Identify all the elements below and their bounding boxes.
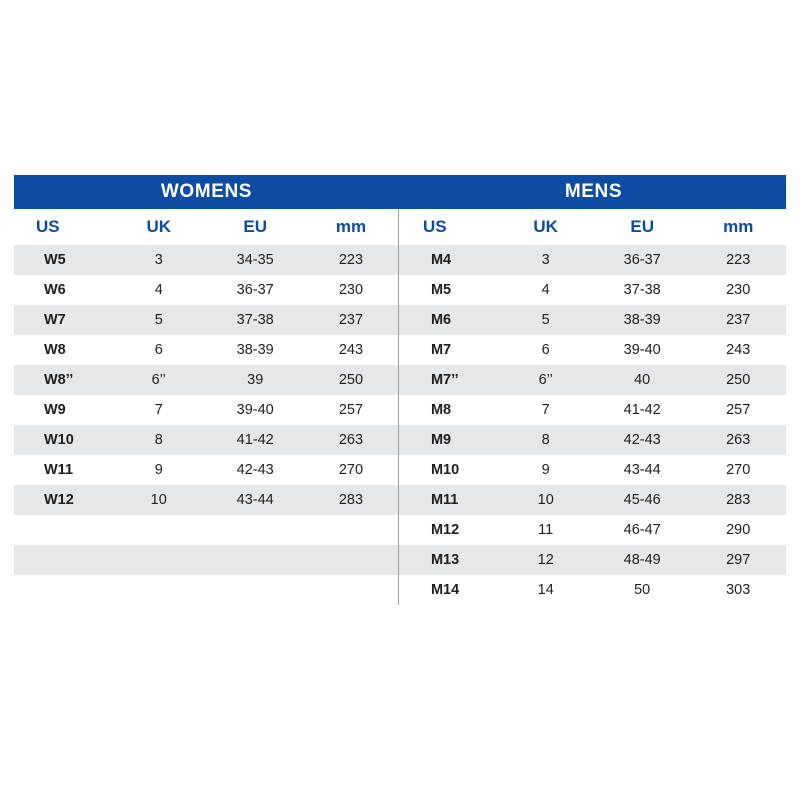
table-cell: 237 (303, 305, 399, 335)
table-row (14, 485, 786, 515)
table-cell (303, 575, 399, 605)
table-cell: 5 (110, 305, 206, 335)
table-cell: 6’’ (497, 365, 593, 395)
size-conversion-table (14, 175, 786, 605)
size-chart (14, 175, 786, 605)
column-header-us: US (14, 209, 110, 245)
table-cell: 4 (110, 275, 206, 305)
table-cell: 10 (497, 485, 593, 515)
table-cell: 257 (690, 395, 786, 425)
table-cell: 303 (690, 575, 786, 605)
table-cell: M4 (401, 245, 497, 275)
table-cell (303, 515, 399, 545)
table-cell: 43-44 (207, 485, 303, 515)
table-cell: M8 (401, 395, 497, 425)
table-cell (14, 545, 110, 575)
table-cell: 4 (497, 275, 593, 305)
table-cell: W8 (14, 335, 110, 365)
table-cell: 39-40 (207, 395, 303, 425)
table-row (14, 335, 786, 365)
table-cell: 42-43 (207, 455, 303, 485)
table-cell: 270 (303, 455, 399, 485)
table-cell: 34-35 (207, 245, 303, 275)
table-cell: 8 (497, 425, 593, 455)
table-cell: 243 (690, 335, 786, 365)
table-cell: 6 (110, 335, 206, 365)
table-row (14, 455, 786, 485)
table-cell: 10 (110, 485, 206, 515)
table-cell: 297 (690, 545, 786, 575)
table-cell (207, 575, 303, 605)
table-cell: W12 (14, 485, 110, 515)
table-row (14, 245, 786, 275)
table-cell (207, 545, 303, 575)
table-cell: 290 (690, 515, 786, 545)
section-title-row (14, 175, 786, 209)
table-cell: 39-40 (594, 335, 690, 365)
table-cell: 39 (207, 365, 303, 395)
column-header-uk: UK (497, 209, 593, 245)
table-cell (110, 575, 206, 605)
table-cell (303, 545, 399, 575)
table-cell: 45-46 (594, 485, 690, 515)
table-cell (207, 515, 303, 545)
table-cell: M13 (401, 545, 497, 575)
table-cell: M10 (401, 455, 497, 485)
table-cell: M11 (401, 485, 497, 515)
table-cell: 14 (497, 575, 593, 605)
table-cell: M7’’ (401, 365, 497, 395)
table-cell: W5 (14, 245, 110, 275)
table-cell: W6 (14, 275, 110, 305)
table-cell: 283 (690, 485, 786, 515)
table-cell: W7 (14, 305, 110, 335)
table-cell: 270 (690, 455, 786, 485)
table-cell: M12 (401, 515, 497, 545)
table-row (14, 515, 786, 545)
table-row (14, 395, 786, 425)
table-cell: 283 (303, 485, 399, 515)
table-row (14, 575, 786, 605)
table-cell: 46-47 (594, 515, 690, 545)
table-cell: W10 (14, 425, 110, 455)
table-cell: W8’’ (14, 365, 110, 395)
table-cell: 3 (110, 245, 206, 275)
table-cell: 6’’ (110, 365, 206, 395)
table-cell: M14 (401, 575, 497, 605)
table-cell: 12 (497, 545, 593, 575)
table-cell: 250 (303, 365, 399, 395)
table-cell: 38-39 (594, 305, 690, 335)
section-title-womens: WOMENS (14, 175, 399, 209)
table-cell (110, 545, 206, 575)
table-cell (110, 515, 206, 545)
table-cell: 37-38 (207, 305, 303, 335)
column-header-uk: UK (110, 209, 206, 245)
table-cell: 38-39 (207, 335, 303, 365)
table-cell: 250 (690, 365, 786, 395)
table-cell: 40 (594, 365, 690, 395)
table-cell: 43-44 (594, 455, 690, 485)
table-cell: 230 (303, 275, 399, 305)
table-cell: W11 (14, 455, 110, 485)
section-title-mens: MENS (401, 175, 786, 209)
table-row (14, 305, 786, 335)
table-cell: 6 (497, 335, 593, 365)
table-cell (14, 515, 110, 545)
table-cell: 263 (303, 425, 399, 455)
column-header-mm: mm (690, 209, 786, 245)
table-cell: 36-37 (207, 275, 303, 305)
table-cell: 50 (594, 575, 690, 605)
column-header-mm: mm (303, 209, 399, 245)
table-cell: 41-42 (207, 425, 303, 455)
table-cell: 243 (303, 335, 399, 365)
table-row (14, 365, 786, 395)
table-cell: 223 (690, 245, 786, 275)
column-header-eu: EU (594, 209, 690, 245)
table-cell: 237 (690, 305, 786, 335)
table-cell: 8 (110, 425, 206, 455)
table-cell: 7 (110, 395, 206, 425)
table-cell: 223 (303, 245, 399, 275)
table-cell: 5 (497, 305, 593, 335)
table-cell: 41-42 (594, 395, 690, 425)
table-cell: 7 (497, 395, 593, 425)
table-cell: M9 (401, 425, 497, 455)
table-cell: 48-49 (594, 545, 690, 575)
table-cell: 42-43 (594, 425, 690, 455)
table-cell: M5 (401, 275, 497, 305)
table-row (14, 275, 786, 305)
table-row (14, 545, 786, 575)
column-header-eu: EU (207, 209, 303, 245)
table-cell: 11 (497, 515, 593, 545)
table-cell: 257 (303, 395, 399, 425)
table-cell: 263 (690, 425, 786, 455)
table-cell: 9 (497, 455, 593, 485)
table-cell: 9 (110, 455, 206, 485)
table-cell: M6 (401, 305, 497, 335)
table-cell: W9 (14, 395, 110, 425)
table-row (14, 425, 786, 455)
table-cell: 36-37 (594, 245, 690, 275)
table-cell: 230 (690, 275, 786, 305)
table-cell: 3 (497, 245, 593, 275)
table-cell: 37-38 (594, 275, 690, 305)
column-header-row (14, 209, 786, 245)
column-header-us: US (401, 209, 497, 245)
table-cell (14, 575, 110, 605)
table-cell: M7 (401, 335, 497, 365)
